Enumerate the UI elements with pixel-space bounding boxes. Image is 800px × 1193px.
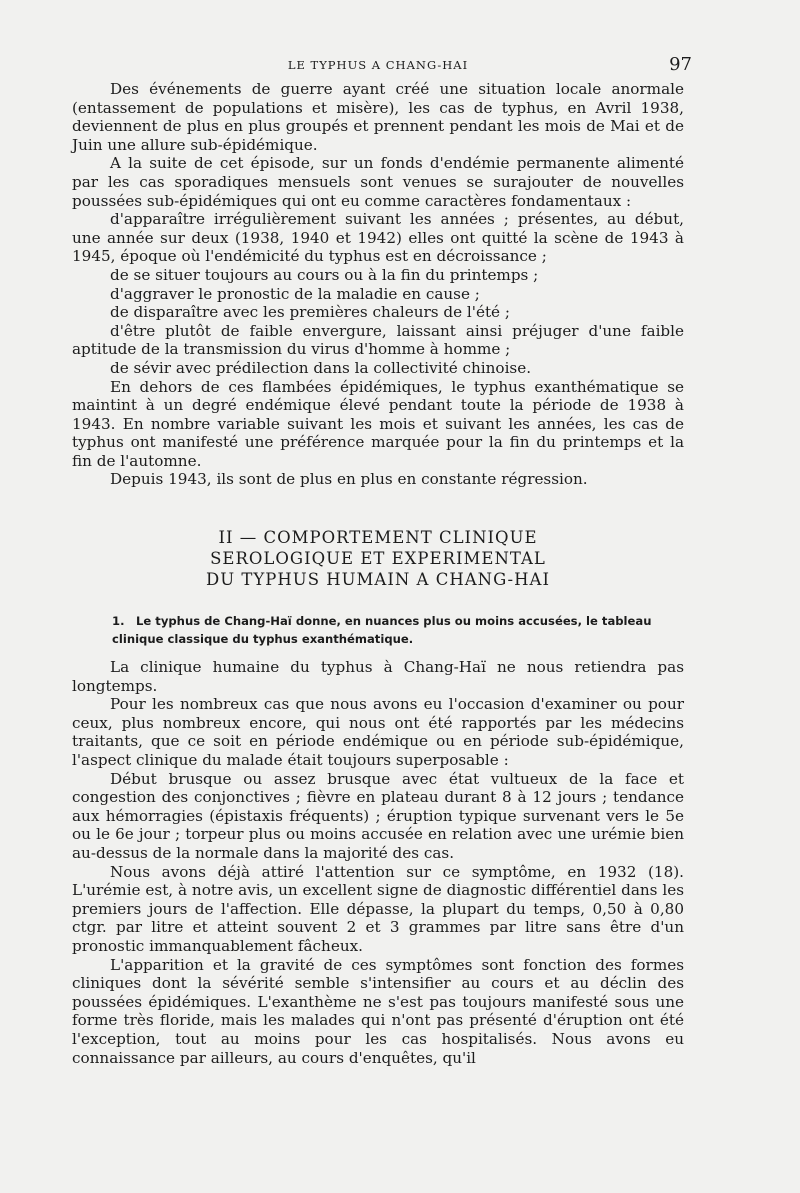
document-page <box>72 54 692 1067</box>
section-heading-line: DU TYPHUS HUMAIN A CHANG-HAI <box>206 570 550 590</box>
list-item: d'apparaître irrégulièrement suivant les années ; présentes, au début, une année sur deux (1938, 1940 et 1942) elles ont quitté la scène de 1943 à 1945, époque où l'endémicité du typhus est en décroissance ; <box>72 210 684 266</box>
running-title: LE TYPHUS A CHANG-HAI <box>287 58 469 72</box>
section-heading-line: II — COMPORTEMENT CLINIQUE <box>218 528 538 548</box>
subheading <box>112 612 684 648</box>
page-number: 97 <box>669 54 692 75</box>
paragraph: En dehors de ces flambées épidémiques, le typhus exanthématique se maintint à un degré endémique élevé pendant toute la période de 1938 à 1943. En nombre variable suivant les mois et suivant les années, les cas de typhus ont manifesté une préférence marquée pour la fin du printemps et la fin de l'automne. <box>72 377 684 470</box>
subheading-text: Le typhus de Chang-Haï donne, en nuances plus ou moins accusées, le tableau clinique classique du typhus exanthématique. <box>112 614 652 647</box>
list-item: de disparaître avec les premières chaleurs de l'été ; <box>110 303 510 322</box>
paragraph: La clinique humaine du typhus à Chang-Haï ne nous retiendra pas longtemps. <box>72 658 684 695</box>
paragraph: Pour les nombreux cas que nous avons eu l'occasion d'examiner ou pour ceux, plus nombreux encore, qui nous ont été rapportés par les médecins traitants, que ce soit en période endémique ou en période sub-épidémique, l'aspect clinique du malade était toujours superposable : <box>72 695 684 770</box>
paragraph: Début brusque ou assez brusque avec état vultueux de la face et congestion des conjonctives ; fièvre en plateau durant 8 à 12 jours ; tendance aux hémorragies (épistaxis fréquents) ; éruption typique survenant vers le 5e ou le 6e jour ; torpeur plus ou moins accusée en relation avec une urémie bien au-dessus de la normale dans la majorité des cas. <box>72 769 684 862</box>
body-text-section-1 <box>72 80 684 489</box>
list-item: de se situer toujours au cours ou à la fin du printemps ; <box>110 265 539 284</box>
body-text-section-2 <box>72 658 684 1067</box>
paragraph: Des événements de guerre ayant créé une situation locale anormale (entassement de populations et misère), les cas de typhus, en Avril 1938, deviennent de plus en plus groupés et prennent pendant les mois de Mai et de Juin une allure sub-épidémique. <box>72 80 684 154</box>
page-header <box>72 54 692 80</box>
paragraph: Depuis 1943, ils sont de plus en plus en constante régression. <box>110 470 588 489</box>
list-item: d'être plutôt de faible envergure, laissant ainsi préjuger d'une faible aptitude de la transmission du virus d'homme à homme ; <box>72 321 684 359</box>
subheading-number: 1. <box>112 614 125 629</box>
list-item: de sévir avec prédilection dans la collectivité chinoise. <box>110 358 532 377</box>
paragraph: Nous avons déjà attiré l'attention sur ce symptôme, en 1932 (18). L'urémie est, à notre avis, un excellent signe de diagnostic différentiel dans les premiers jours de l'affection. Elle dépasse, la plupart du temps, 0,50 à 0,80 ctgr. par litre et atteint souvent 2 et 3 grammes par litre sans être d'un pronostic immanquablement fâcheux. <box>72 862 684 955</box>
list-item: d'aggraver le pronostic de la maladie en cause ; <box>110 284 480 303</box>
paragraph: A la suite de cet épisode, sur un fonds d'endémie permanente alimenté par les cas sporadiques mensuels sont venues se surajouter de nouvelles poussées sub-épidémiques qui ont eu comme caractères fondamentaux : <box>72 154 684 210</box>
section-heading <box>72 527 684 590</box>
section-heading-line: SEROLOGIQUE ET EXPERIMENTAL <box>210 549 546 569</box>
paragraph: L'apparition et la gravité de ces symptômes sont fonction des formes cliniques dont la sévérité semble s'intensifier au cours et au déclin des poussées épidémiques. L'exanthème ne s'est pas toujours manifesté sous une forme très floride, mais les malades qui n'ont pas présenté d'éruption ont été l'exception, tout au moins pour les cas hospitalisés. Nous avons eu connaissance par ailleurs, au cours d'enquêtes, qu'il <box>72 955 684 1067</box>
